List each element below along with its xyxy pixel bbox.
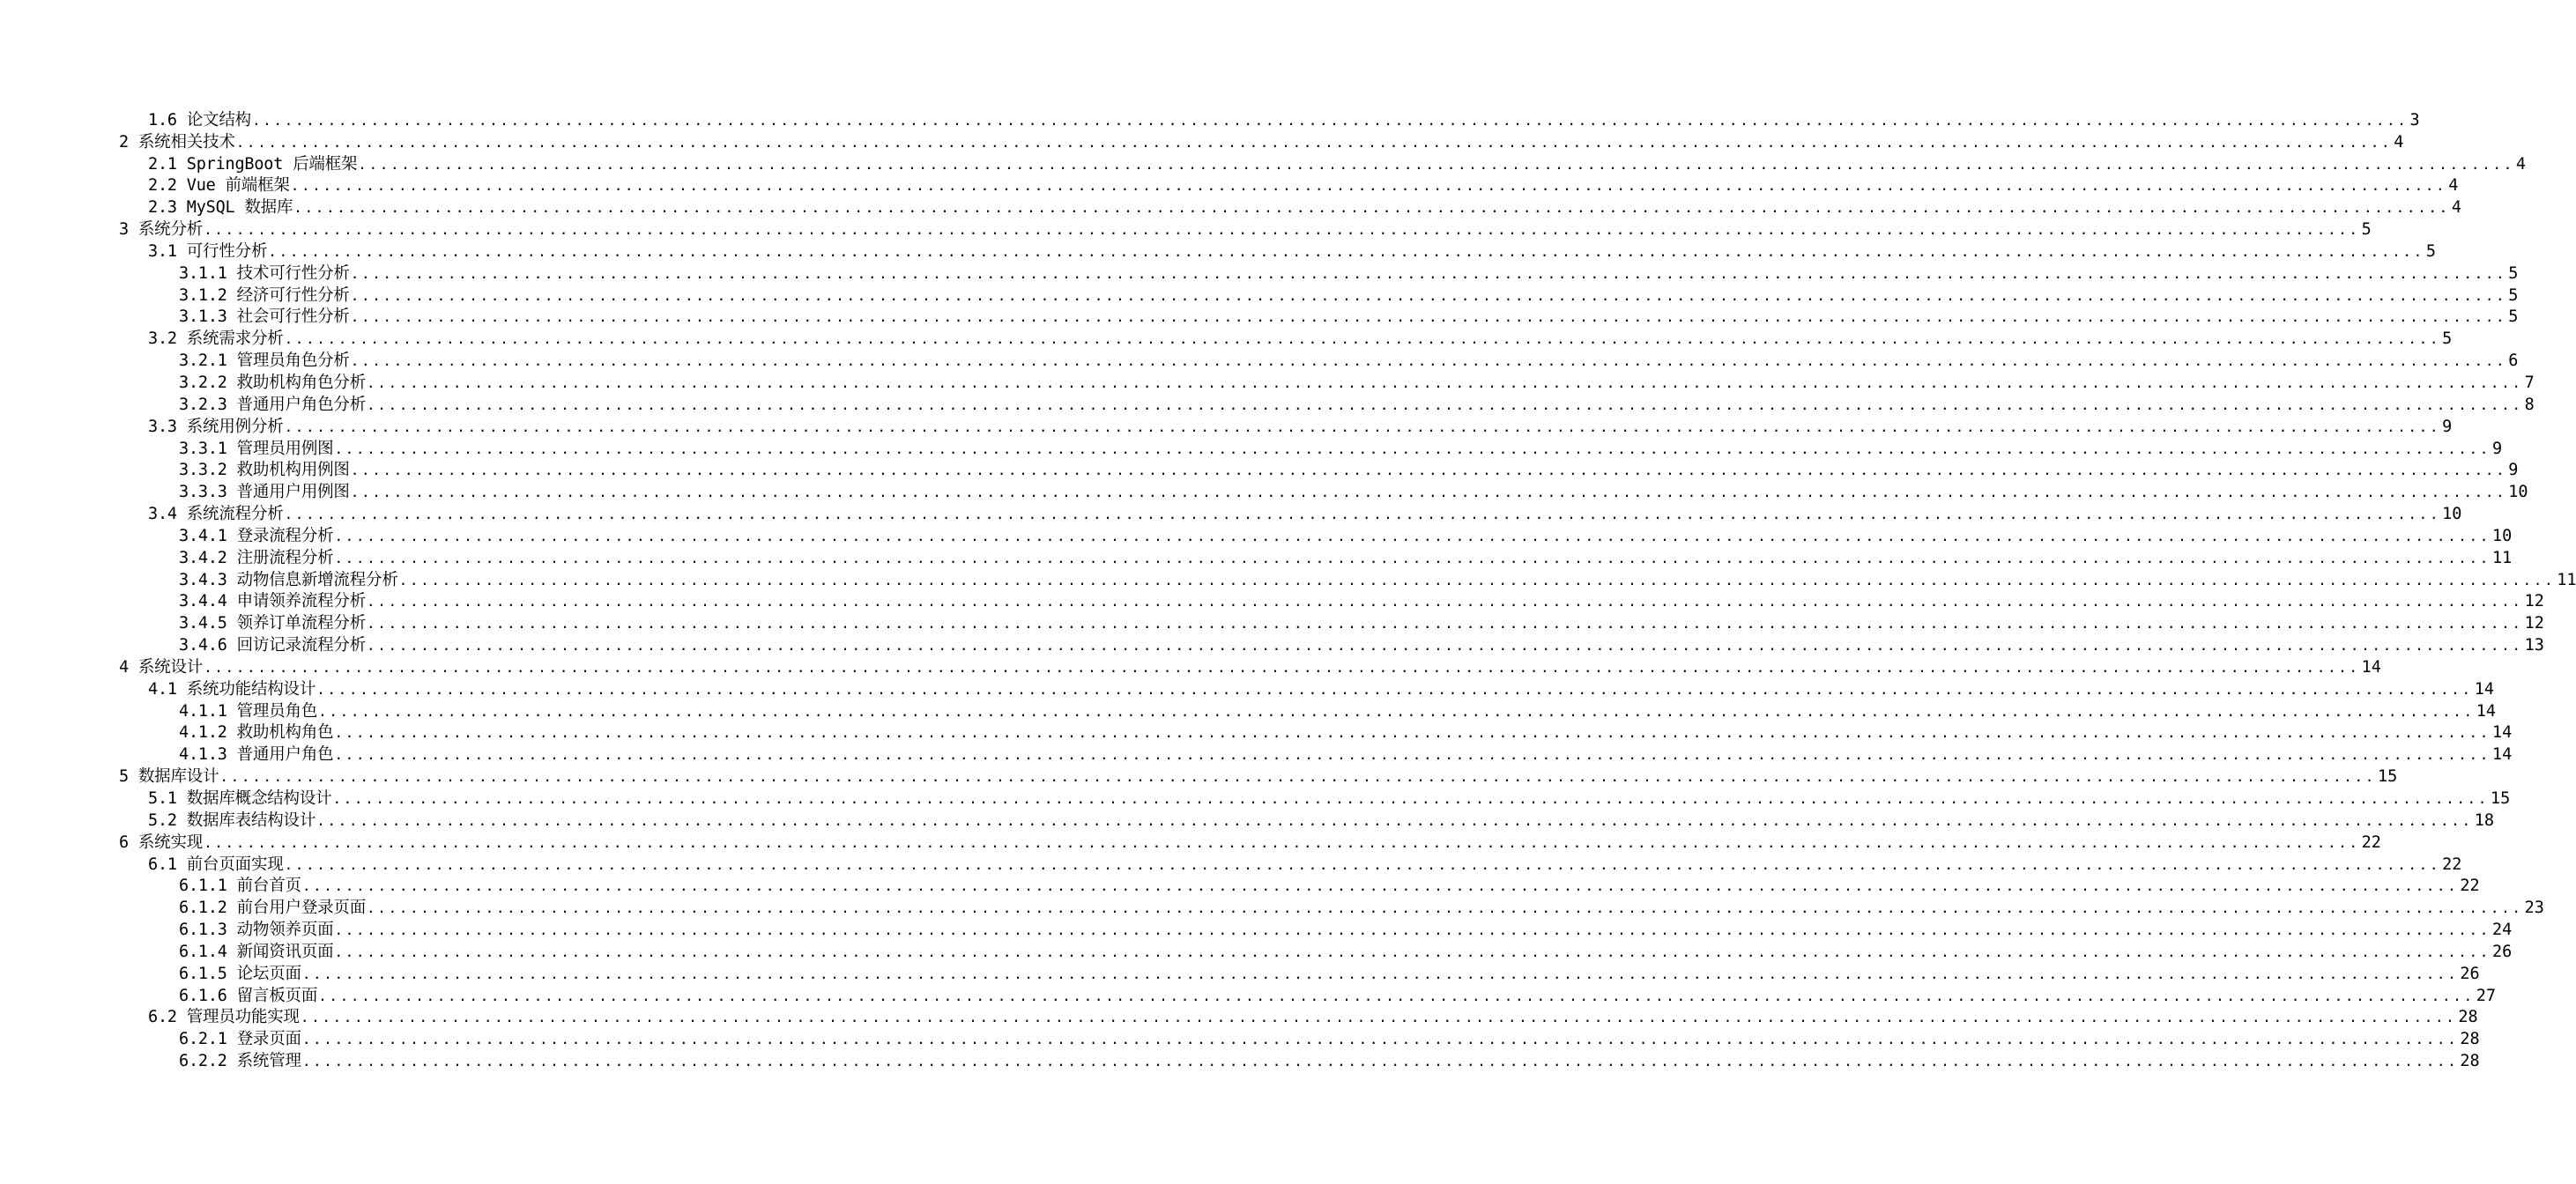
toc-entry[interactable]: [0, 722, 2513, 744]
toc-entry-title: 6.1 前台页面实现: [148, 855, 284, 874]
toc-entry-page-number: 12: [2524, 592, 2544, 611]
toc-entry-title: 2.1 SpringBoot 后端框架: [148, 154, 358, 174]
toc-entry-title: 6.1.5 论坛页面: [179, 964, 301, 983]
toc-entry-page-number: 14: [2476, 701, 2496, 721]
toc-entry[interactable]: [0, 372, 2535, 394]
toc-entry-page-number: 14: [2492, 745, 2513, 765]
toc-entry-page-number: 28: [2460, 1030, 2480, 1049]
toc-entry[interactable]: [0, 854, 2462, 876]
toc-entry[interactable]: [0, 394, 2535, 416]
dot-leader: ........................................................................................................................................................................................................: [367, 593, 2523, 610]
toc-entry-page-number: 15: [2377, 767, 2398, 787]
toc-entry[interactable]: [0, 941, 2513, 963]
toc-entry-title: 6.1.6 留言板页面: [179, 986, 318, 1005]
toc-entry-title: 4.1.3 普通用户角色: [179, 745, 334, 765]
toc-entry[interactable]: [0, 438, 2503, 460]
dot-leader: ........................................................................................................................................................................................................: [268, 242, 2424, 260]
toc-entry-title: 2 系统相关技术: [119, 132, 235, 152]
toc-entry[interactable]: [0, 263, 2519, 285]
dot-leader: ........................................................................................................................................................................................................: [204, 658, 2360, 676]
toc-entry[interactable]: [0, 1028, 2480, 1050]
dot-leader: ........................................................................................................................................................................................................: [219, 768, 2376, 786]
toc-entry[interactable]: [0, 612, 2544, 634]
toc-entry[interactable]: [0, 876, 2480, 898]
toc-entry-page-number: 26: [2492, 942, 2513, 961]
toc-entry-page-number: 5: [2508, 307, 2519, 327]
toc-entry-page-number: 5: [2508, 263, 2519, 283]
toc-entry-title: 3.1.3 社会可行性分析: [179, 307, 350, 327]
toc-entry-title: 3.4.6 回访记录流程分析: [179, 636, 367, 655]
toc-entry[interactable]: [0, 196, 2461, 218]
toc-entry[interactable]: [0, 963, 2480, 985]
toc-entry-title: 3.2.1 管理员角色分析: [179, 352, 350, 371]
dot-leader: ........................................................................................................................................................................................................: [316, 811, 2473, 829]
dot-leader: ........................................................................................................................................................................................................: [301, 965, 2459, 982]
toc-entry-title: 6 系统实现: [119, 832, 204, 852]
toc-entry-title: 2.2 Vue 前端框架: [148, 176, 290, 196]
toc-entry[interactable]: [0, 832, 2381, 854]
toc-entry-title: 3.1.2 经济可行性分析: [179, 285, 350, 305]
toc-entry-title: 3.3.2 救助机构用例图: [179, 461, 350, 480]
toc-entry[interactable]: [0, 131, 2404, 153]
toc-entry-page-number: 4: [2448, 176, 2459, 196]
toc-entry-page-number: 22: [2460, 877, 2480, 896]
toc-entry[interactable]: [0, 897, 2544, 919]
dot-leader: ........................................................................................................................................................................................................: [334, 527, 2491, 544]
toc-entry-page-number: 5: [2361, 220, 2372, 240]
toc-entry-title: 4.1 系统功能结构设计: [148, 679, 316, 699]
toc-entry-page-number: 3: [2409, 110, 2420, 130]
toc-entry-title: 3.4.4 申请领养流程分析: [179, 592, 367, 611]
toc-entry-title: 3.3.3 普通用户用例图: [179, 483, 350, 502]
toc-entry-page-number: 22: [2361, 832, 2381, 852]
dot-leader: ........................................................................................................................................................................................................: [235, 133, 2393, 151]
toc-entry-title: 3.4 系统流程分析: [148, 505, 284, 524]
toc-entry[interactable]: [0, 985, 2496, 1007]
dot-leader: ........................................................................................................................................................................................................: [284, 506, 2441, 523]
toc-entry-page-number: 14: [2492, 723, 2513, 743]
dot-leader: ........................................................................................................................................................................................................: [334, 746, 2491, 764]
toc-entry-page-number: 28: [2460, 1052, 2480, 1071]
dot-leader: ........................................................................................................................................................................................................: [367, 637, 2523, 655]
toc-entry-title: 3.4.1 登录流程分析: [179, 526, 334, 545]
toc-entry-page-number: 10: [2508, 483, 2528, 502]
toc-entry-title: 4 系统设计: [119, 657, 204, 677]
dot-leader: ........................................................................................................................................................................................................: [334, 921, 2491, 939]
toc-entry-page-number: 9: [2442, 417, 2453, 436]
dot-leader: ........................................................................................................................................................................................................: [290, 177, 2447, 195]
table-of-contents: [0, 109, 2576, 1072]
toc-entry-page-number: 26: [2460, 964, 2480, 983]
dot-leader: ........................................................................................................................................................................................................: [301, 1053, 2459, 1070]
toc-entry[interactable]: [0, 285, 2519, 307]
toc-entry-page-number: 13: [2524, 636, 2544, 655]
toc-entry-page-number: 11: [2557, 570, 2576, 589]
toc-entry[interactable]: [0, 547, 2513, 569]
dot-leader: ........................................................................................................................................................................................................: [334, 440, 2491, 457]
toc-entry-page-number: 6: [2508, 352, 2519, 371]
toc-entry[interactable]: [0, 919, 2513, 941]
toc-entry-title: 3.4.3 动物信息新增流程分析: [179, 570, 398, 589]
toc-entry[interactable]: [0, 175, 2459, 197]
toc-entry-page-number: 5: [2442, 329, 2453, 349]
toc-entry-page-number: 9: [2492, 439, 2503, 458]
toc-entry-page-number: 9: [2508, 461, 2519, 480]
toc-entry[interactable]: [0, 503, 2462, 525]
toc-entry-title: 1.6 论文结构: [148, 110, 251, 130]
toc-entry-page-number: 12: [2524, 614, 2544, 633]
toc-entry-page-number: 28: [2458, 1008, 2478, 1027]
toc-entry[interactable]: [0, 700, 2496, 722]
toc-entry[interactable]: [0, 307, 2519, 329]
toc-entry-page-number: 14: [2474, 679, 2494, 699]
toc-entry[interactable]: [0, 350, 2519, 372]
toc-entry-title: 5.2 数据库表结构设计: [148, 810, 316, 830]
toc-entry[interactable]: [0, 656, 2381, 678]
dot-leader: ........................................................................................................................................................................................................: [293, 199, 2450, 217]
toc-entry-title: 6.1.2 前台用户登录页面: [179, 899, 367, 918]
dot-leader: ........................................................................................................................................................................................................: [358, 155, 2514, 173]
toc-entry-title: 6.2.1 登录页面: [179, 1030, 301, 1049]
toc-entry[interactable]: [0, 678, 2494, 700]
toc-entry[interactable]: [0, 634, 2544, 656]
toc-entry[interactable]: [0, 328, 2453, 350]
dot-leader: ........................................................................................................................................................................................................: [204, 833, 2360, 851]
toc-entry-title: 5.1 数据库概念结构设计: [148, 789, 332, 808]
toc-entry-page-number: 5: [2508, 285, 2519, 305]
toc-entry-title: 4.1.2 救助机构角色: [179, 723, 334, 743]
dot-leader: ........................................................................................................................................................................................................: [334, 549, 2491, 566]
dot-leader: ........................................................................................................................................................................................................: [350, 352, 2507, 370]
toc-entry-title: 6.1.1 前台首页: [179, 877, 301, 896]
toc-entry-title: 6.2 管理员功能实现: [148, 1008, 300, 1027]
toc-entry-page-number: 4: [2394, 132, 2404, 152]
toc-entry[interactable]: [0, 153, 2526, 175]
toc-entry-page-number: 23: [2524, 899, 2544, 918]
toc-entry-title: 6.2.2 系统管理: [179, 1052, 301, 1071]
toc-entry[interactable]: [0, 460, 2519, 482]
toc-entry-title: 3.4.2 注册流程分析: [179, 548, 334, 567]
toc-entry-page-number: 14: [2361, 657, 2381, 677]
toc-entry[interactable]: [0, 416, 2453, 438]
toc-entry[interactable]: [0, 481, 2528, 503]
toc-entry-page-number: 10: [2442, 505, 2462, 524]
dot-leader: ........................................................................................................................................................................................................: [300, 1009, 2457, 1026]
dot-leader: ........................................................................................................................................................................................................: [318, 702, 2475, 720]
toc-entry[interactable]: [0, 525, 2513, 547]
dot-leader: ........................................................................................................................................................................................................: [204, 221, 2360, 239]
toc-entry[interactable]: [0, 1050, 2480, 1072]
toc-entry[interactable]: [0, 1007, 2478, 1029]
dot-leader: ........................................................................................................................................................................................................: [367, 396, 2523, 413]
dot-leader: ........................................................................................................................................................................................................: [301, 1031, 2459, 1048]
toc-entry-page-number: 18: [2474, 810, 2494, 830]
dot-leader: ........................................................................................................................................................................................................: [398, 571, 2556, 588]
dot-leader: ........................................................................................................................................................................................................: [367, 615, 2523, 633]
toc-entry-page-number: 27: [2476, 986, 2496, 1005]
toc-entry-title: 3 系统分析: [119, 220, 204, 240]
toc-entry-page-number: 7: [2524, 373, 2535, 392]
dot-leader: ........................................................................................................................................................................................................: [284, 330, 2441, 348]
dot-leader: ........................................................................................................................................................................................................: [316, 680, 2473, 698]
toc-entry-title: 3.2 系统需求分析: [148, 329, 284, 349]
toc-entry[interactable]: [0, 591, 2544, 613]
toc-entry[interactable]: [0, 218, 2372, 240]
dot-leader: ........................................................................................................................................................................................................: [332, 790, 2490, 807]
dot-leader: ........................................................................................................................................................................................................: [367, 374, 2523, 391]
dot-leader: ........................................................................................................................................................................................................: [350, 462, 2507, 479]
dot-leader: ........................................................................................................................................................................................................: [284, 418, 2441, 435]
toc-entry-page-number: 10: [2492, 526, 2513, 545]
toc-entry-title: 3.2.3 普通用户角色分析: [179, 395, 367, 414]
toc-entry-title: 3.4.5 领养订单流程分析: [179, 614, 367, 633]
dot-leader: ........................................................................................................................................................................................................: [318, 987, 2475, 1004]
dot-leader: ........................................................................................................................................................................................................: [350, 308, 2507, 326]
dot-leader: ........................................................................................................................................................................................................: [334, 724, 2491, 742]
toc-entry[interactable]: [0, 766, 2398, 788]
toc-entry-title: 2.3 MySQL 数据库: [148, 198, 293, 218]
dot-leader: ........................................................................................................................................................................................................: [251, 111, 2409, 129]
dot-leader: ........................................................................................................................................................................................................: [301, 877, 2459, 895]
toc-entry[interactable]: [0, 744, 2513, 766]
toc-entry-title: 3.1 可行性分析: [148, 241, 268, 261]
toc-entry-page-number: 22: [2442, 855, 2462, 874]
dot-leader: ........................................................................................................................................................................................................: [367, 899, 2523, 917]
toc-entry-title: 3.2.2 救助机构角色分析: [179, 373, 367, 392]
toc-entry-page-number: 11: [2492, 548, 2513, 567]
dot-leader: ........................................................................................................................................................................................................: [350, 264, 2507, 282]
toc-entry-page-number: 24: [2492, 921, 2513, 940]
dot-leader: ........................................................................................................................................................................................................: [350, 484, 2507, 501]
toc-entry[interactable]: [0, 810, 2494, 832]
toc-entry[interactable]: [0, 109, 2420, 131]
toc-entry-title: 3.1.1 技术可行性分析: [179, 263, 350, 283]
toc-entry-title: 6.1.4 新闻资讯页面: [179, 942, 334, 961]
toc-entry[interactable]: [0, 569, 2576, 591]
toc-entry[interactable]: [0, 788, 2511, 810]
dot-leader: ........................................................................................................................................................................................................: [350, 286, 2507, 304]
toc-entry-page-number: 15: [2491, 789, 2511, 808]
toc-entry-page-number: 8: [2524, 395, 2535, 414]
toc-entry-title: 6.1.3 动物领养页面: [179, 921, 334, 940]
dot-leader: ........................................................................................................................................................................................................: [334, 943, 2491, 960]
toc-entry-page-number: 5: [2425, 241, 2436, 261]
toc-entry-title: 3.3 系统用例分析: [148, 417, 284, 436]
toc-entry[interactable]: [0, 240, 2436, 263]
toc-entry-title: 5 数据库设计: [119, 767, 219, 787]
toc-entry-page-number: 4: [2515, 154, 2526, 174]
dot-leader: ........................................................................................................................................................................................................: [284, 855, 2441, 873]
toc-entry-title: 4.1.1 管理员角色: [179, 701, 318, 721]
toc-entry-page-number: 4: [2451, 198, 2461, 218]
toc-entry-title: 3.3.1 管理员用例图: [179, 439, 334, 458]
